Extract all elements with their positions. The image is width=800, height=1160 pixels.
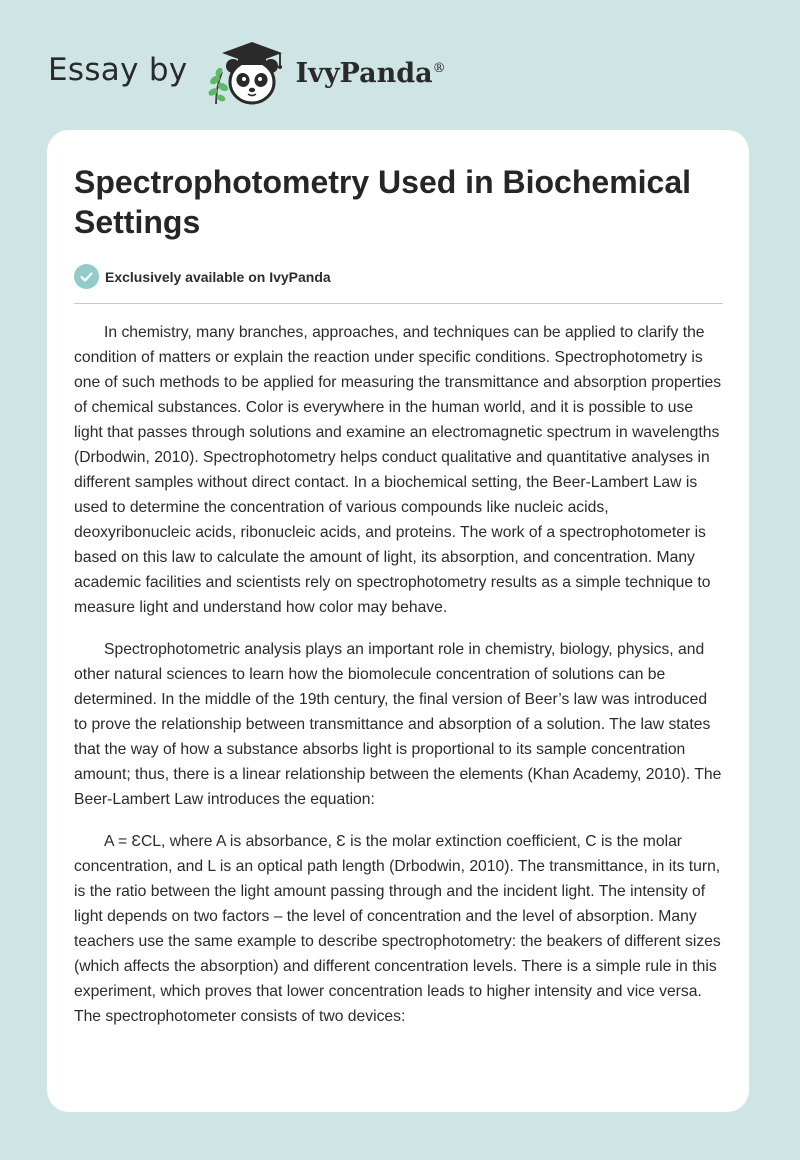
essay-card	[47, 130, 749, 1112]
panda-graduate-logo-icon	[202, 36, 294, 108]
paragraph: In chemistry, many branches, approaches, and techniques can be applied to clarify the condition of matters or explain the reaction under specific conditions. Spectrophotometry is one of such methods to be applied for measuring the transmittance and absorption properties of chemical substances. Color is everywhere in the human world, and it is possible to use light that passes through solutions and examine an electromagnetic spectrum in wavelengths (Drbodwin, 2010). Spectrophotometry helps conduct qualitative and quantitative analyses in different samples without direct contact. In a biochemical setting, the Beer-Lambert Law is used to determine the concentration of various compounds like nucleic acids, deoxyribonucleic acids, ribonucleic acids, and proteins. The work of a spectrophotometer is based on this law to calculate the amount of light, its absorption, and concentration. Many academic facilities and scientists rely on spectrophotometry results as a simple technique to measure light and understand how color may behave.	[74, 324, 722, 616]
essay-body	[74, 320, 723, 1046]
page-title: Spectrophotometry Used in Biochemical Settings	[74, 164, 692, 240]
title-divider	[74, 303, 723, 304]
exclusive-badge-text: Exclusively available on IvyPanda	[105, 268, 331, 285]
registered-mark: ®	[432, 60, 446, 76]
check-circle-icon	[74, 264, 99, 289]
brand-name: IvyPanda®	[295, 57, 446, 89]
paragraph: A = ƐCL, where A is absorbance, Ɛ is the molar extinction coefficient, C is the molar concentration, and L is an optical path length (Drbodwin, 2010). The transmittance, in its turn, is the ratio between the light amount passing through and the incident light. The intensity of light depends on two factors – the level of concentration and the level of absorption. Many teachers use the same example to describe spectrophotometry: the beakers of different sizes (which affects the absorption) and different concentration levels. There is a simple rule in this experiment, which proves that lower concentration leads to higher intensity and vice versa. The spectrophotometer consists of two devices:	[74, 833, 721, 1025]
essay-by-label: Essay by	[48, 52, 188, 88]
site-brand[interactable]	[48, 36, 446, 108]
paragraph: Spectrophotometric analysis plays an important role in chemistry, biology, physics, and other natural sciences to learn how the biomolecule concentration of solutions can be determined. In the middle of the 19th century, the final version of Beer’s law was introduced to prove the relationship between transmittance and absorption of a solution. The law states that the way of how a substance absorbs light is proportional to its sample concentration amount; thus, there is a linear relationship between the elements (Khan Academy, 2010). The Beer-Lambert Law introduces the equation:	[74, 641, 722, 808]
exclusive-badge	[74, 264, 331, 289]
